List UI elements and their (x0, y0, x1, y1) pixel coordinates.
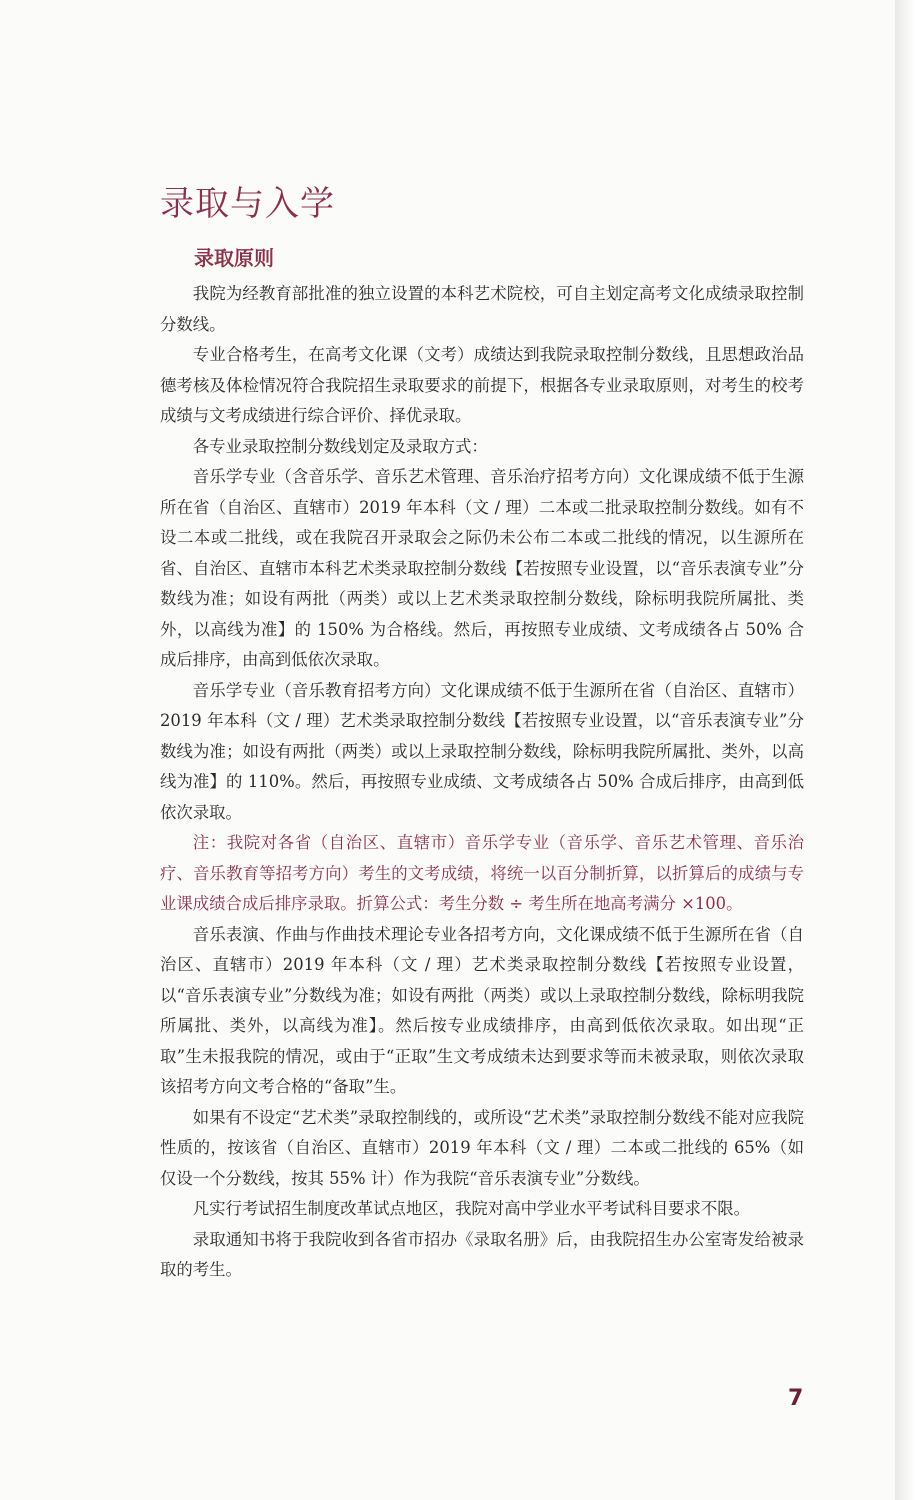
paragraph-musicology: 音乐学专业（含音乐学、音乐艺术管理、音乐治疗招考方向）文化课成绩不低于生源所在省（自治区、直辖市）2019 年本科（文 / 理）二本或二批录取控制分数线。如有不设二本或二批线，或在我院召开录取会之际仍未公布二本或二批线的情况，以生源所在省、自治区、直辖市本科艺术类录取控制分数线【若按照专业设置，以“音乐表演专业”分数线为准；如设有两批（两类）或以上艺术类录取控制分数线，除标明我院所属批、类外，以高线为准】的 150% 为合格线。然后，再按照专业成绩、文考成绩各占 50% 合成后排序，由高到低依次录取。 (160, 467, 804, 669)
paragraph-methods-intro: 各专业录取控制分数线划定及录取方式： (192, 436, 488, 456)
body-text (160, 279, 804, 1286)
page-number: 7 (788, 1386, 804, 1411)
paragraph-autonomy: 我院为经教育部批准的独立设置的本科艺术院校，可自主划定高考文化成绩录取控制分数线。 (160, 284, 804, 334)
subsection-title: 录取原则 (194, 246, 274, 270)
paragraph-music-education: 音乐学专业（音乐教育招考方向）文化课成绩不低于生源所在省（自治区、直辖市）2019 年本科（文 / 理）艺术类录取控制分数线【若按照专业设置，以“音乐表演专业”分数线为准；如设有两批（两类）或以上录取控制分数线，除标明我院所属批、类外，以高线为准】的 110%。然后，再按照专业成绩、文考成绩各占 50% 合成后排序，由高到低依次录取。 (160, 680, 804, 822)
paragraph-reform-regions: 凡实行考试招生制度改革试点地区，我院对高中学业水平考试科目要求不限。 (192, 1199, 751, 1218)
paragraph-note: 注：我院对各省（自治区、直辖市）音乐学专业（音乐学、音乐艺术管理、音乐治疗、音乐教育等招考方向）考生的文考成绩，将统一以百分制折算，以折算后的成绩与专业课成绩合成后排序录取。折算公式：考生分数 ÷ 考生所在地高考满分 ×100。 (160, 833, 804, 913)
section-title: 录取与入学 (160, 184, 335, 224)
paragraph-performance-composition: 音乐表演、作曲与作曲技术理论专业各招考方向，文化课成绩不低于生源所在省（自治区、直辖市）2019 年本科（文 / 理）艺术类录取控制分数线【若按照专业设置，以“音乐表演专业”分数线为准；如设有两批（两类）或以上录取控制分数线，除标明我院所属批、类外，以高线为准】。然后按专业成绩排序，由高到低依次录取。如出现“正取”生未报我院的情况，或由于“正取”生文考成绩未达到要求等而未被录取，则依次录取该招考方向文考合格的“备取”生。 (160, 924, 804, 1096)
paragraph-no-art-line: 如果有不设定“艺术类”录取控制线的，或所设“艺术类”录取控制分数线不能对应我院性质的，按该省（自治区、直辖市）2019 年本科（文 / 理）二本或二批线的 65%（如仅设一个分数线，按其 55% 计）作为我院“音乐表演专业”分数线。 (160, 1107, 804, 1188)
paragraph-admission-notice: 录取通知书将于我院收到各省市招办《录取名册》后，由我院招生办公室寄发给被录取的考生。 (160, 1229, 804, 1279)
page-edge-shadow (895, 0, 915, 1500)
paragraph-qualified-candidates: 专业合格考生，在高考文化课（文考）成绩达到我院录取控制分数线，且思想政治品德考核及体检情况符合我院招生录取要求的前提下，根据各专业录取原则，对考生的校考成绩与文考成绩进行综合评价、择优录取。 (160, 345, 804, 425)
